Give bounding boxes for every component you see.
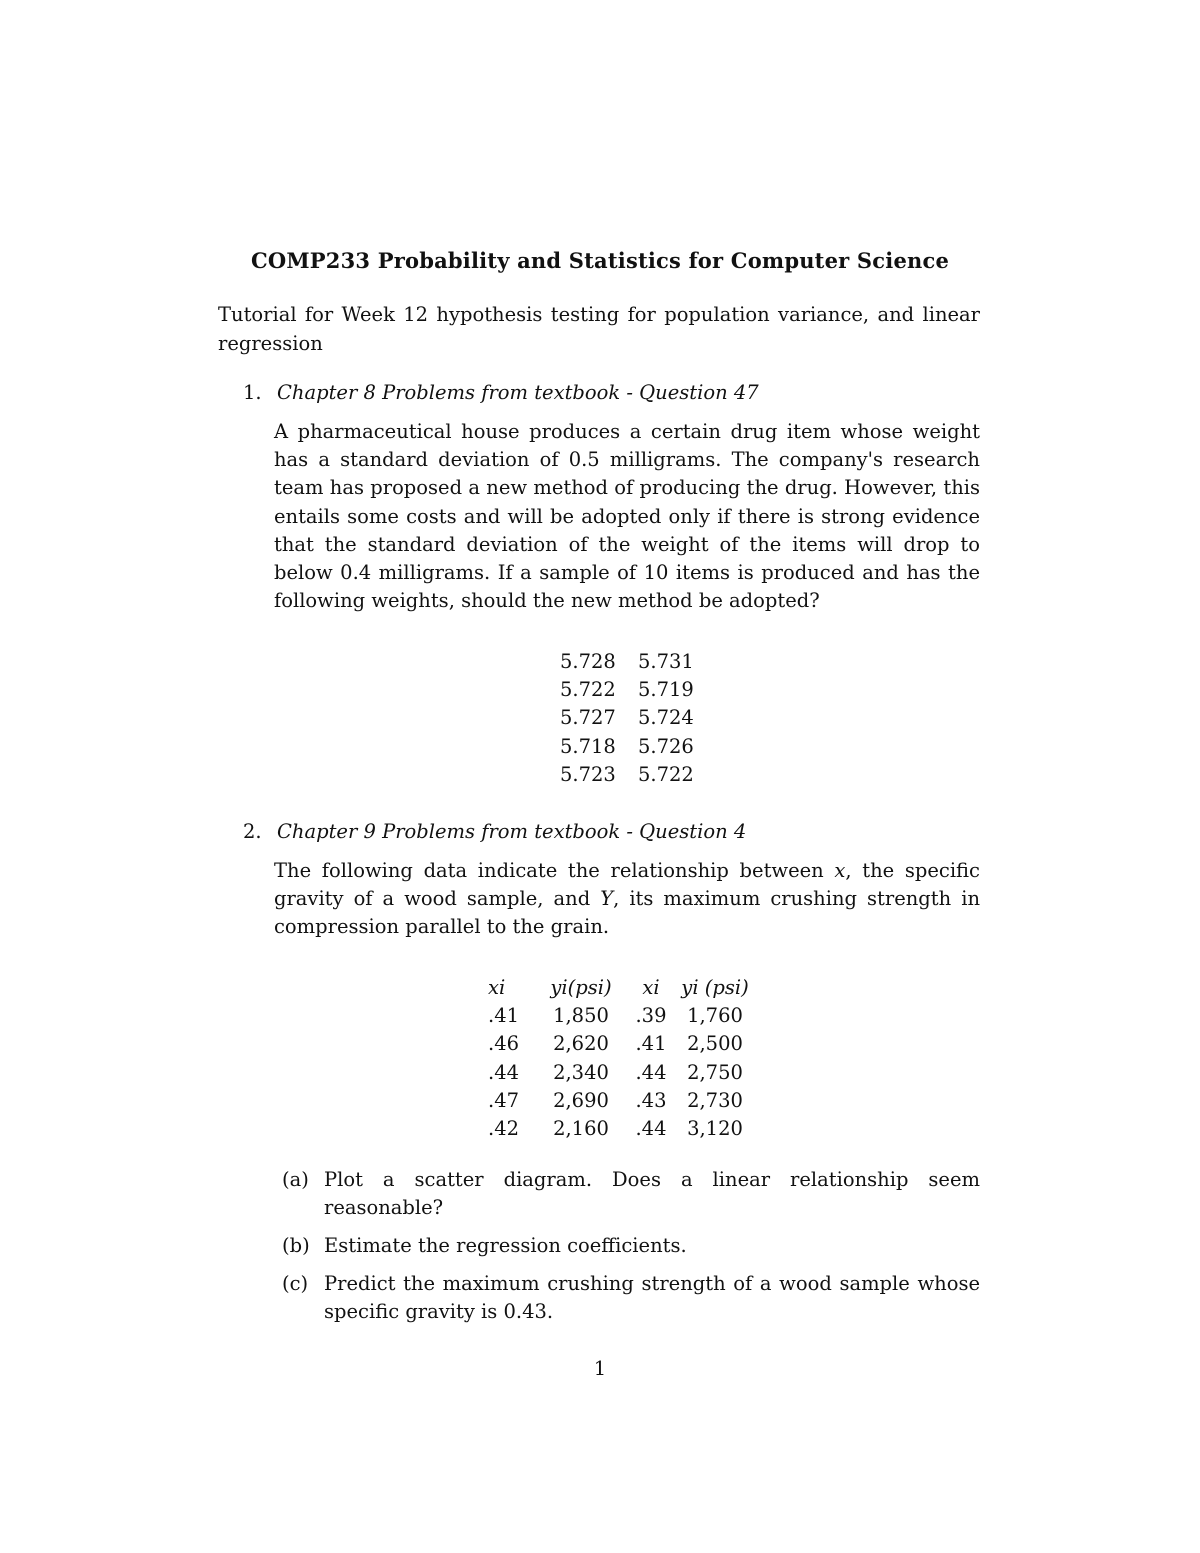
table-cell: 2,160 xyxy=(553,1117,609,1141)
table-cell: .43 xyxy=(635,1088,667,1112)
table-cell: .44 xyxy=(635,1117,667,1141)
subpart-b xyxy=(274,1232,980,1260)
table-cell: 2,730 xyxy=(687,1088,743,1112)
table-header: xi xyxy=(642,976,660,999)
table-cell: .47 xyxy=(488,1088,520,1112)
table-cell: .41 xyxy=(488,1004,520,1028)
page-title: COMP233 Probability and Statistics for Computer Science xyxy=(250,248,950,273)
table-cell: .44 xyxy=(635,1060,667,1084)
variable-y: Y xyxy=(600,887,614,911)
subpart-text: Estimate the regression coefficients. xyxy=(324,1234,687,1257)
subpart-label: (c) xyxy=(282,1272,309,1295)
question-1-number: 1. xyxy=(243,381,262,404)
weight-cell: 5.726 xyxy=(638,734,694,758)
table-header: yi (psi) xyxy=(681,976,749,999)
table-row xyxy=(560,648,716,676)
table-row xyxy=(488,1059,752,1087)
table-cell: .41 xyxy=(635,1032,667,1056)
subpart-text: Predict the maximum crushing strength of a wood sample whose specific gravity is 0.43. xyxy=(324,1272,980,1324)
table-row xyxy=(560,733,716,761)
table-row xyxy=(488,1087,752,1115)
subpart-label: (b) xyxy=(282,1234,310,1257)
question-2-number: 2. xyxy=(243,820,262,843)
tutorial-intro: Tutorial for Week 12 hypothesis testing for population variance, and linear regression xyxy=(218,303,980,355)
table-cell: .42 xyxy=(488,1117,520,1141)
question-2-body-part3: , its maximum crushing strength in compression parallel to the grain. xyxy=(274,887,980,939)
question-2-body-part1: The following data indicate the relationship between xyxy=(274,859,835,882)
weight-cell: 5.731 xyxy=(638,650,694,673)
table-cell: 2,690 xyxy=(553,1088,609,1112)
table-row xyxy=(488,1030,752,1058)
wood-data-table xyxy=(488,974,752,1143)
page-number: 1 xyxy=(593,1357,607,1380)
weight-cell: 5.719 xyxy=(638,678,694,702)
table-cell: 1,850 xyxy=(553,1004,609,1028)
table-row xyxy=(488,1115,752,1143)
subpart-c xyxy=(274,1270,980,1326)
weight-cell: 5.722 xyxy=(638,762,694,786)
weight-cell: 5.724 xyxy=(638,706,694,730)
weight-cell: 5.718 xyxy=(560,734,616,758)
weight-cell: 5.722 xyxy=(560,678,616,702)
table-cell: 2,340 xyxy=(553,1060,609,1084)
weights-table xyxy=(560,648,716,789)
question-2-body-part2: , the specific gravity of a wood sample, and xyxy=(274,859,980,911)
weight-cell: 5.723 xyxy=(560,762,616,786)
table-row xyxy=(488,1002,752,1030)
subpart-a xyxy=(274,1166,980,1222)
variable-x: x xyxy=(834,859,846,882)
subpart-label: (a) xyxy=(282,1168,309,1191)
table-row xyxy=(560,761,716,789)
table-cell: 2,500 xyxy=(687,1032,743,1056)
table-cell: 2,750 xyxy=(687,1060,743,1084)
question-1-title: Chapter 8 Problems from textbook - Question 47 xyxy=(277,381,759,404)
table-cell: .39 xyxy=(635,1004,667,1028)
table-cell: 2,620 xyxy=(553,1032,609,1056)
table-header: xi xyxy=(488,976,506,999)
question-2-title: Chapter 9 Problems from textbook - Question 4 xyxy=(277,820,747,843)
table-row xyxy=(560,676,716,704)
question-1-body: A pharmaceutical house produces a certain drug item whose weight has a standard deviation of 0.5 milligrams. The company's research team has proposed a new method of producing the drug. However, this entails some costs and will be adopted only if there is strong evidence that the standard deviation of the weight of the items will drop to below 0.4 milligrams. If a sample of 10 items is produced and has the following weights, should the new method be adopted? xyxy=(274,420,980,613)
table-cell: .44 xyxy=(488,1060,520,1084)
question-2-body xyxy=(274,857,980,942)
subpart-text: Plot a scatter diagram. Does a linear relationship seem reasonable? xyxy=(324,1168,980,1220)
table-row xyxy=(560,704,716,732)
weight-cell: 5.728 xyxy=(560,650,616,673)
table-cell: .46 xyxy=(488,1032,520,1056)
weight-cell: 5.727 xyxy=(560,706,616,730)
table-header: yi(psi) xyxy=(550,976,612,999)
table-cell: 1,760 xyxy=(687,1004,743,1028)
table-cell: 3,120 xyxy=(687,1117,743,1141)
table-header-row xyxy=(488,974,752,1002)
